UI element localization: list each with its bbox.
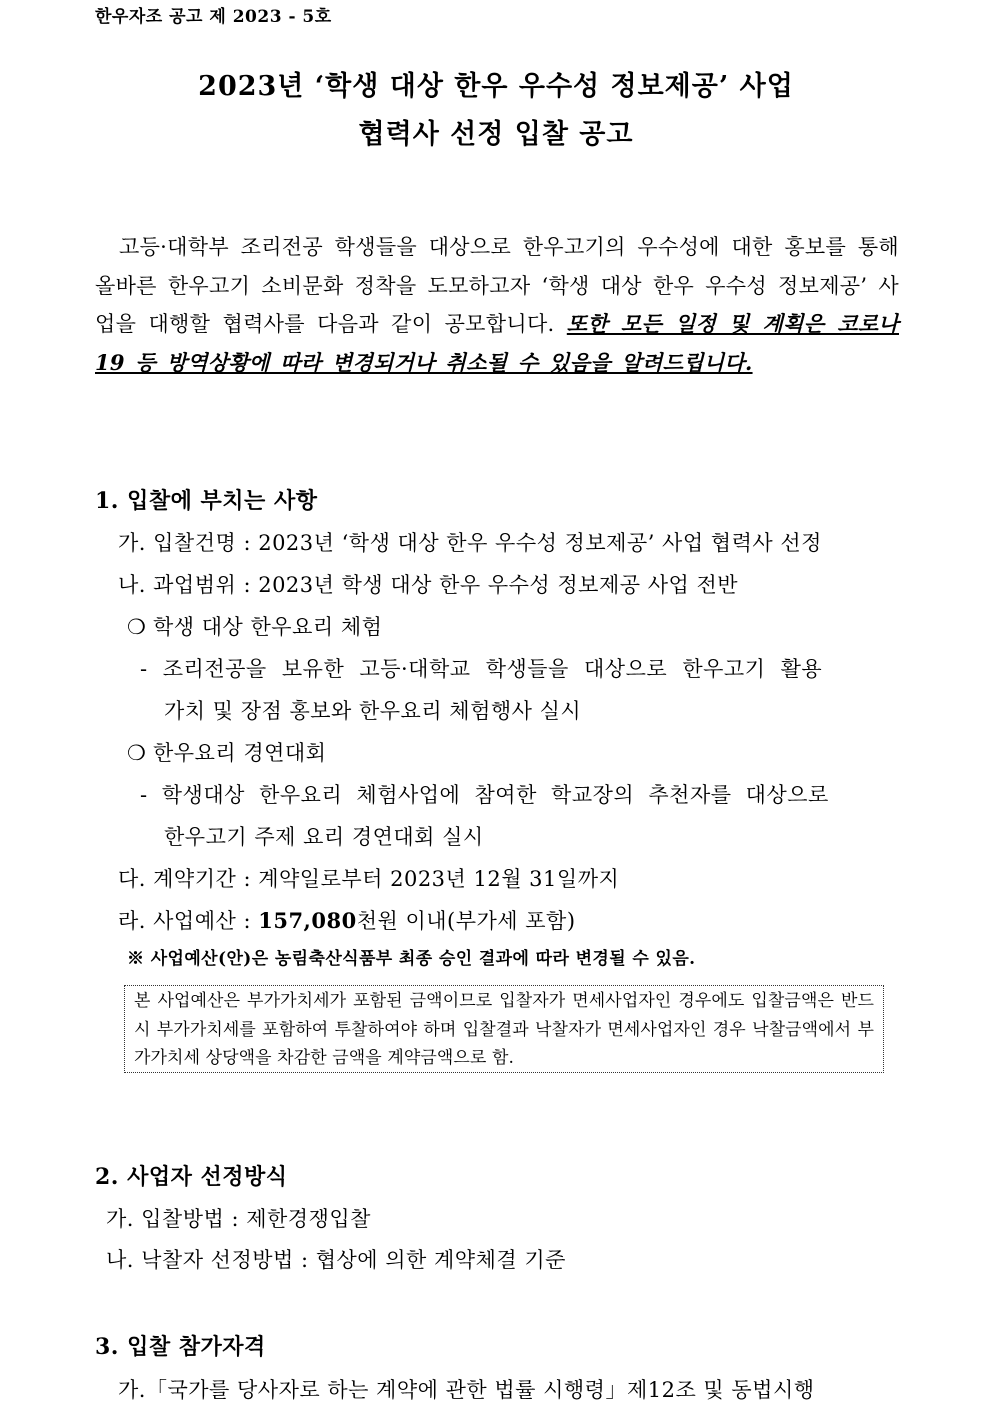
circle-bullet-icon: ❍ [127,741,147,765]
section3-item-ga: 가.「국가를 당사자로 하는 계약에 관한 법률 시행령」제12조 및 동법시행 [118,1378,815,1402]
section2-item-ga: 가. 입찰방법 : 제한경쟁입찰 [106,1207,371,1231]
budget-note-box: 본 사업예산은 부가가치세가 포함된 금액이므로 입찰자가 면세사업자인 경우에도 입찰금액은 반드시 부가가치세를 포함하여 투찰하여야 하며 입찰결과 낙찰자가 면세사업자인 경우 낙찰금액에서 부가가치세 상당액을 차감한 금액을 계약금액으로 함. [124,985,884,1073]
section1-item-ra [118,905,576,935]
section2-item-na: 나. 낙찰자 선정방법 : 협상에 의한 계약체결 기준 [106,1248,566,1272]
budget-label: 라. 사업예산 : [118,909,259,933]
budget-suffix: 천원 이내(부가세 포함) [356,909,576,933]
intro-text: 고등·대학부 조리전공 학생들을 대상으로 한우고기의 우수성에 대한 홍보를 통해 올바른 한우고기 소비문화 정착을 도모하고자 ‘학생 대상 한우 우수성 정보제공’ 사업을 대행할 협력사를 다음과 같이 공모합니다. [95,235,899,336]
intro-emphasis: 또한 모든 일정 및 계획은 코로나19 등 방역상황에 따라 변경되거나 취소될 수 있음을 알려드립니다. [95,311,899,375]
scope2-title: 한우요리 경연대회 [153,741,327,765]
document-title-line2: 협력사 선정 입찰 공고 [358,119,634,150]
document-title-line1: 2023년 ‘학생 대상 한우 우수성 정보제공’ 사업 [198,71,794,102]
scope1-title: 학생 대상 한우요리 체험 [153,615,383,639]
section1-item-da: 다. 계약기간 : 계약일로부터 2023년 12월 31일까지 [118,867,620,891]
section1-heading: 1. 입찰에 부치는 사항 [95,488,318,514]
budget-note-heading: ※ 사업예산(안)은 농림축산식품부 최종 승인 결과에 따라 변경될 수 있음. [127,949,696,969]
section1-item-na: 나. 과업범위 : 2023년 학생 대상 한우 우수성 정보제공 사업 전반 [118,573,739,597]
scope2-desc-line2: 한우고기 주제 요리 경연대회 실시 [164,825,484,849]
scope1-desc-line1: - 조리전공을 보유한 고등·대학교 학생들을 대상으로 한우고기 활용 [140,657,823,681]
budget-amount: 157,080 [258,908,357,933]
section3-heading: 3. 입찰 참가자격 [95,1334,266,1360]
scope1-row [127,611,382,641]
section1-item-ga: 가. 입찰건명 : 2023년 ‘학생 대상 한우 우수성 정보제공’ 사업 협력사 선정 [118,531,822,555]
section2-heading: 2. 사업자 선정방식 [95,1164,288,1190]
intro-paragraph [95,228,899,382]
scope2-desc-line1: - 학생대상 한우요리 체험사업에 참여한 학교장의 추천자를 대상으로 [140,783,829,807]
scope2-row [127,737,326,767]
notice-number: 한우자조 공고 제 2023 - 5호 [95,7,332,27]
scope1-desc-line2: 가치 및 장점 홍보와 한우요리 체험행사 실시 [164,699,582,723]
circle-bullet-icon: ❍ [127,615,147,639]
